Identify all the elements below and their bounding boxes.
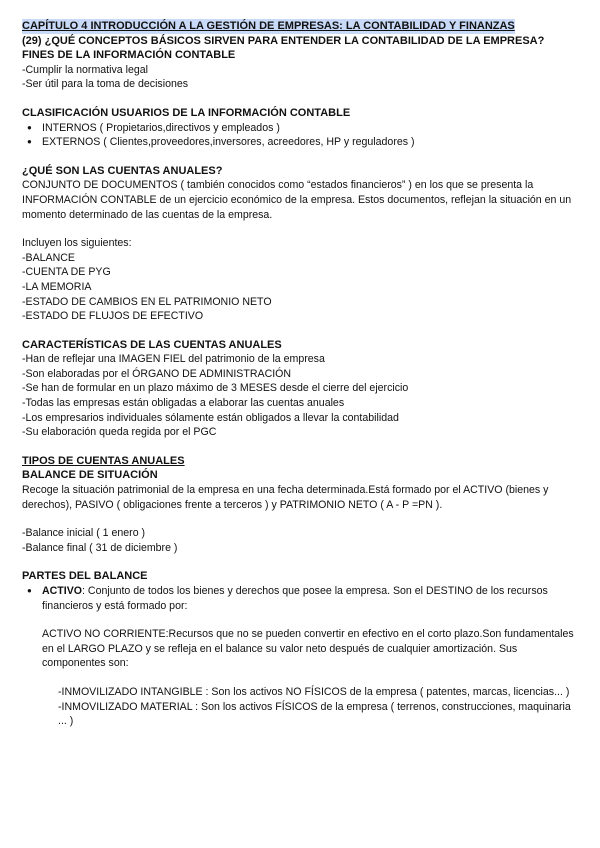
partes-heading: PARTES DEL BALANCE <box>22 570 148 583</box>
fines-item: -Ser útil para la toma de decisiones <box>22 78 189 91</box>
activo-item <box>22 584 582 613</box>
activo-no-corriente: ACTIVO NO CORRIENTE:Recursos que no se pueden convertir en efectivo en el corto plazo.Son fundamentales en el LARGO PLAZO y se refleja en el balance su valor neto después de cualquier amortización. Sus componentes son: <box>42 628 574 670</box>
tipos-item: -Balance inicial ( 1 enero ) <box>22 527 146 540</box>
activo-label: ACTIVO <box>42 585 83 597</box>
cuentas-definition: CONJUNTO DE DOCUMENTOS ( también conocidos como “estados financieros” ) en los que se presenta la INFORMACIÓN CONTABLE de un ejercicio económico de la empresa. Estos documentos, reflejan la situación en un momento determinado de las cuentas de la empresa. <box>22 179 572 221</box>
cuentas-item: -ESTADO DE FLUJOS DE EFECTIVO <box>22 310 204 323</box>
tipos-item: -Balance final ( 31 de diciembre ) <box>22 541 178 554</box>
partes-list <box>22 584 582 613</box>
cuentas-intro: Incluyen los siguientes: <box>22 237 132 250</box>
caracteristicas-item: -Su elaboración queda regida por el PGC <box>22 426 217 439</box>
cuentas-heading: ¿QUÉ SON LAS CUENTAS ANUALES? <box>22 164 223 177</box>
chapter-title: CAPÍTULO 4 INTRODUCCIÓN A LA GESTIÓN DE EMPRESAS: LA CONTABILIDAD Y FINANZAS <box>22 20 515 32</box>
inmovilizado-material: -INMOVILIZADO MATERIAL : Son los activos FÍSICOS de la empresa ( terrenos, construcciones, maquinaria ... ) <box>58 700 571 728</box>
document-content <box>22 19 582 729</box>
tipos-subheading: BALANCE DE SITUACIÓN <box>22 469 158 482</box>
tipos-text: Recoge la situación patrimonial de la empresa en una fecha determinada.Está formado por el ACTIVO (bienes y derechos), PASIVO ( obligaciones frente a terceros ) y PATRIMONIO NETO ( A - P =PN ). <box>22 484 549 511</box>
activo-text: : Conjunto de todos los bienes y derechos que posee la empresa. Son el DESTINO de los recursos financieros y está formado por: <box>42 585 548 612</box>
fines-item: -Cumplir la normativa legal <box>22 63 148 76</box>
caracteristicas-item: -Los empresarios individuales sólamente están obligados a llevar la contabilidad <box>22 411 399 424</box>
cuentas-item: -LA MEMORIA <box>22 280 92 293</box>
caracteristicas-item: -Han de reflejar una IMAGEN FIEL del patrimonio de la empresa <box>22 353 325 366</box>
cuentas-item: -CUENTA DE PYG <box>22 266 111 279</box>
usuarios-item: ● INTERNOS ( Propietarios,directivos y empleados ) <box>22 121 582 136</box>
inmovilizado-intangible: -INMOVILIZADO INTANGIBLE : Son los activos NO FÍSICOS de la empresa ( patentes, marcas, licencias... ) <box>58 685 570 698</box>
caracteristicas-heading: CARACTERÍSTICAS DE LAS CUENTAS ANUALES <box>22 338 282 351</box>
cuentas-item: -BALANCE <box>22 251 75 264</box>
usuarios-heading: CLASIFICACIÓN USUARIOS DE LA INFORMACIÓN CONTABLE <box>22 106 351 119</box>
usuarios-item: ● EXTERNOS ( Clientes,proveedores,inversores, acreedores, HP y reguladores ) <box>22 135 582 150</box>
usuarios-list <box>22 121 582 150</box>
cuentas-item: -ESTADO DE CAMBIOS EN EL PATRIMONIO NETO <box>22 295 272 308</box>
caracteristicas-item: -Se han de formular en un plazo máximo de 3 MESES desde el cierre del ejercicio <box>22 382 409 395</box>
question-29: (29) ¿QUÉ CONCEPTOS BÁSICOS SIRVEN PARA ENTENDER LA CONTABILIDAD DE LA EMPRESA? <box>22 34 545 47</box>
fines-heading: FINES DE LA INFORMACIÓN CONTABLE <box>22 49 236 62</box>
caracteristicas-item: -Son elaboradas por el ÓRGANO DE ADMINISTRACIÓN <box>22 367 292 380</box>
tipos-heading: TIPOS DE CUENTAS ANUALES <box>22 454 185 467</box>
caracteristicas-item: -Todas las empresas están obligadas a elaborar las cuentas anuales <box>22 397 345 410</box>
